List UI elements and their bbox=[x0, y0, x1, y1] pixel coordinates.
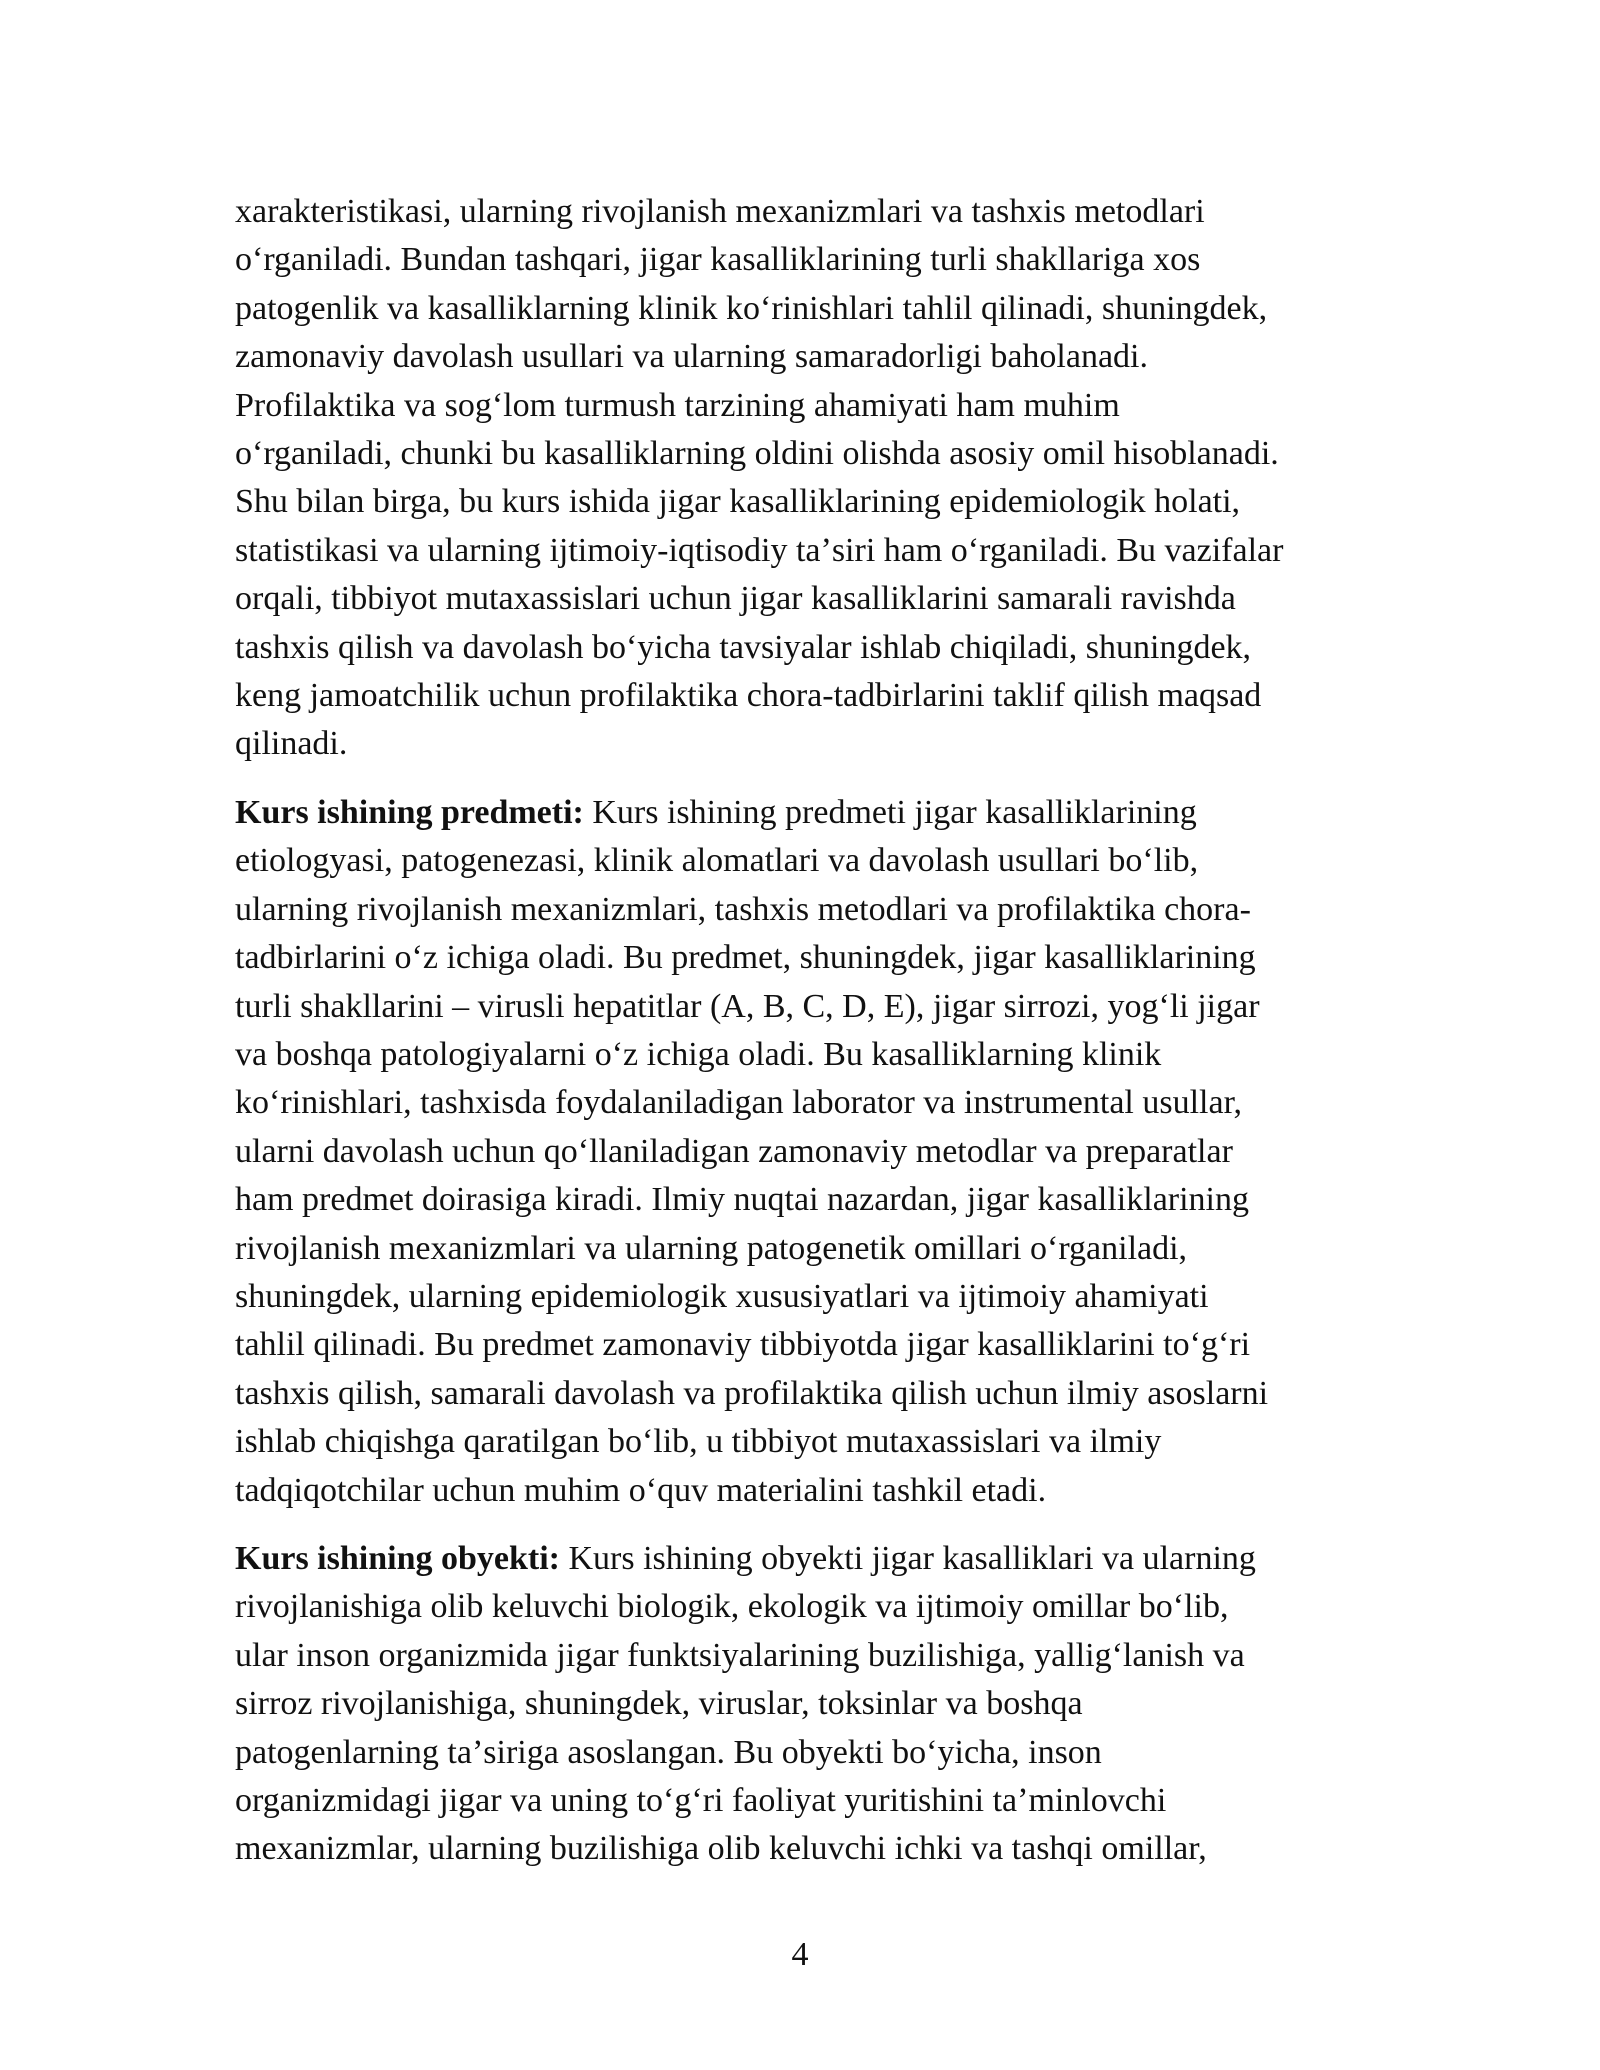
document-body bbox=[235, 188, 1375, 1894]
paragraph-subject bbox=[235, 789, 1375, 1515]
paragraph-object bbox=[235, 1535, 1375, 1874]
text-line: patogenlik va kasalliklarning klinik koʻrinishlari tahlil qilinadi, shuningdek, bbox=[235, 289, 1268, 327]
object-first-line: Kurs ishining obyekti jigar kasalliklari va ularning bbox=[559, 1539, 1256, 1577]
text-line: tashxis qilish, samarali davolash va profilaktika qilish uchun ilmiy asoslarni bbox=[235, 1374, 1269, 1412]
text-line: oʻrganiladi, chunki bu kasalliklarning oldini olishda asosiy omil hisoblanadi. bbox=[235, 435, 1279, 473]
text-line: tadqiqotchilar uchun muhim oʻquv materialini tashkil etadi. bbox=[235, 1471, 1047, 1509]
text-line: ularning rivojlanish mexanizmlari, tashxis metodlari va profilaktika chora- bbox=[235, 890, 1251, 928]
text-line: va boshqa patologiyalarni oʻz ichiga oladi. Bu kasalliklarning klinik bbox=[235, 1035, 1162, 1073]
text-line: ular inson organizmida jigar funktsiyalarining buzilishiga, yalligʻlanish va bbox=[235, 1636, 1245, 1674]
page-number: 4 bbox=[791, 1936, 809, 1973]
text-line: rivojlanishiga olib keluvchi biologik, ekologik va ijtimoiy omillar boʻlib, bbox=[235, 1588, 1229, 1626]
text-line: keng jamoatchilik uchun profilaktika chora-tadbirlarini taklif qilish maqsad bbox=[235, 677, 1262, 715]
object-heading: Kurs ishining obyekti: bbox=[235, 1539, 560, 1577]
text-line: ishlab chiqishga qaratilgan boʻlib, u tibbiyot mutaxassislari va ilmiy bbox=[235, 1423, 1162, 1461]
text-line: xarakteristikasi, ularning rivojlanish mexanizmlari va tashxis metodlari bbox=[235, 193, 1205, 230]
text-line: ularni davolash uchun qoʻllaniladigan zamonaviy metodlar va preparatlar bbox=[235, 1132, 1233, 1170]
text-line: ham predmet doirasiga kiradi. Ilmiy nuqtai nazardan, jigar kasalliklarining bbox=[235, 1181, 1250, 1219]
text-line: koʻrinishlari, tashxisda foydalaniladigan laborator va instrumental usullar, bbox=[235, 1084, 1243, 1122]
text-line: qilinadi. bbox=[235, 725, 348, 763]
text-line: shuningdek, ularning epidemiologik xususiyatlari va ijtimoiy ahamiyati bbox=[235, 1277, 1209, 1315]
text-line: patogenlarning taʼsiriga asoslangan. Bu obyekti boʻyicha, inson bbox=[235, 1733, 1102, 1771]
text-line: statistikasi va ularning ijtimoiy-iqtisodiy taʼsiri ham oʻrganiladi. Bu vazifalar bbox=[235, 531, 1284, 569]
text-line: Profilaktika va sogʻlom turmush tarzining ahamiyati ham muhim bbox=[235, 386, 1120, 424]
text-line: orqali, tibbiyot mutaxassislari uchun jigar kasalliklarini samarali ravishda bbox=[235, 580, 1236, 618]
text-line: turli shakllarini – virusli hepatitlar (A, B, C, D, E), jigar sirrozi, yogʻli jigar bbox=[235, 987, 1260, 1025]
text-line: sirroz rivojlanishiga, shuningdek, viruslar, toksinlar va boshqa bbox=[235, 1685, 1083, 1723]
paragraph-intro bbox=[235, 188, 1375, 769]
text-line bbox=[235, 789, 1375, 837]
text-line: tahlil qilinadi. Bu predmet zamonaviy tibbiyotda jigar kasalliklarini toʻgʻri bbox=[235, 1326, 1251, 1364]
subject-first-line: Kurs ishining predmeti jigar kasalliklarining bbox=[583, 793, 1197, 831]
text-line: tadbirlarini oʻz ichiga oladi. Bu predmet, shuningdek, jigar kasalliklarining bbox=[235, 939, 1256, 977]
text-line bbox=[235, 1535, 1375, 1583]
text-line: zamonaviy davolash usullari va ularning samaradorligi baholanadi. bbox=[235, 338, 1149, 376]
text-line: Shu bilan birga, bu kurs ishida jigar kasalliklarining epidemiologik holati, bbox=[235, 483, 1241, 521]
subject-heading: Kurs ishining predmeti: bbox=[235, 793, 584, 831]
text-line: tashxis qilish va davolash boʻyicha tavsiyalar ishlab chiqiladi, shuningdek, bbox=[235, 628, 1252, 666]
text-line: etiologyasi, patogenezasi, klinik alomatlari va davolash usullari boʻlib, bbox=[235, 842, 1199, 880]
text-line: rivojlanish mexanizmlari va ularning patogenetik omillari oʻrganiladi, bbox=[235, 1229, 1188, 1267]
text-line: mexanizmlar, ularning buzilishiga olib keluvchi ichki va tashqi omillar, bbox=[235, 1830, 1207, 1868]
text-line: organizmidagi jigar va uning toʻgʻri faoliyat yuritishini taʼminlovchi bbox=[235, 1782, 1167, 1819]
text-line: oʻrganiladi. Bundan tashqari, jigar kasalliklarining turli shakllariga xos bbox=[235, 241, 1201, 279]
